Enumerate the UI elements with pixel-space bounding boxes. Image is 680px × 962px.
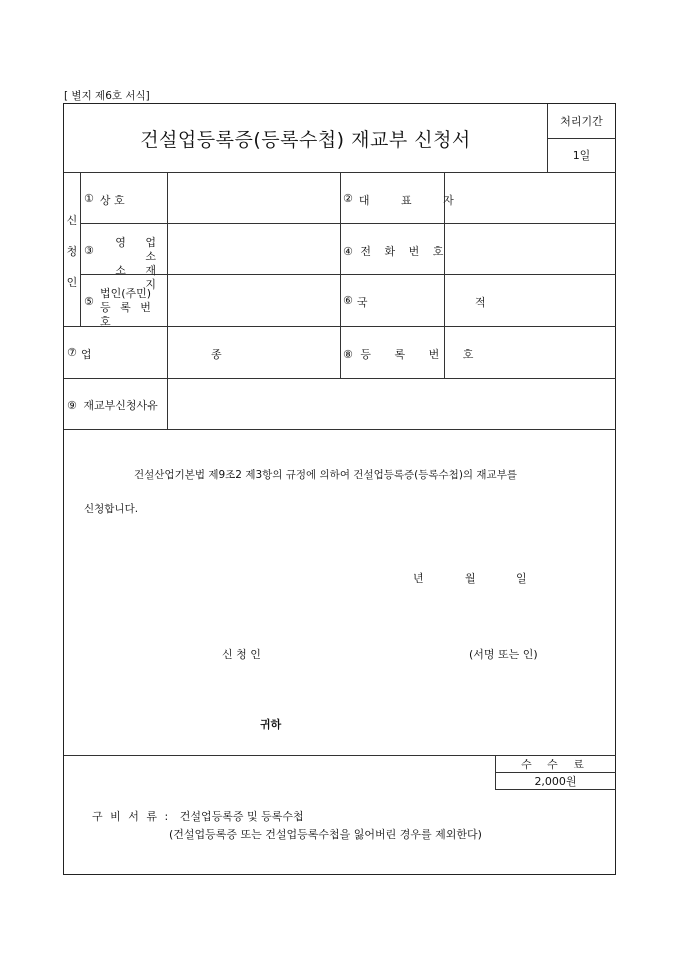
- field-8-label: 등 록 번 호: [360, 348, 484, 361]
- date-year-label: 년: [413, 572, 424, 585]
- nationality-value[interactable]: [445, 275, 616, 326]
- field-3-num: ③: [84, 244, 94, 257]
- field-5-num: ⑤: [84, 295, 94, 308]
- business-type-value[interactable]: [168, 327, 340, 378]
- field-3-label-line1: 영 업 소: [115, 236, 164, 263]
- applicant-group-char-2: 청: [66, 245, 78, 258]
- field-6-num: ⑥: [343, 294, 353, 307]
- registration-number-value[interactable]: [168, 275, 340, 326]
- required-docs-note: (건설업등록증 또는 건설업등록수첩을 잃어버린 경우를 제외한다): [169, 828, 482, 841]
- field-8-num: ⑧: [343, 348, 353, 361]
- processing-period-value: 1일: [572, 149, 591, 162]
- statement-line-2: 신청합니다.: [84, 503, 139, 515]
- addressee-label: 귀하: [260, 718, 282, 731]
- date-day-label: 일: [516, 572, 527, 585]
- field-2-label: 대 표 자: [358, 194, 468, 207]
- field-9-label: 재교부신청사유: [83, 399, 158, 412]
- field-1-num: ①: [84, 192, 94, 205]
- fee-label: 수 수 료: [521, 757, 590, 771]
- field-5-label-line2: 등 록 번 호: [100, 301, 154, 328]
- required-docs-item: 건설업등록증 및 등록수첩: [179, 810, 304, 823]
- applicant-group-char-1: 신: [66, 214, 78, 227]
- form-title: 건설업등록증(등록수첩) 재교부 신청서: [140, 128, 471, 151]
- reason-value[interactable]: [168, 379, 616, 429]
- sign-or-seal-note: (서명 또는 인): [469, 648, 538, 661]
- date-month-label: 월: [465, 572, 476, 585]
- field-9-num: ⑨: [67, 399, 77, 412]
- business-name-value[interactable]: [168, 173, 340, 223]
- registration-no-value[interactable]: [445, 327, 616, 378]
- field-1-label: 상 호: [99, 194, 125, 207]
- field-5-label-line1: 법인(주민): [100, 287, 152, 300]
- field-4-num: ④: [343, 245, 353, 258]
- representative-value[interactable]: [445, 173, 616, 223]
- phone-value[interactable]: [445, 224, 616, 274]
- applicant-group-char-3: 인: [66, 276, 78, 289]
- business-address-value[interactable]: [168, 224, 340, 274]
- field-7-num: ⑦: [67, 346, 77, 359]
- field-2-num: ②: [343, 192, 353, 205]
- field-7-label: 업 종: [80, 348, 280, 361]
- statement-line-1: 건설산업기본법 제9조2 제3항의 규정에 의하여 건설업등록증(등록수첩)의 재교부를: [134, 469, 517, 481]
- application-form: [63, 103, 616, 875]
- form-number-label: [ 별지 제6호 서식]: [64, 90, 150, 102]
- processing-period-label: 처리기간: [560, 115, 603, 128]
- field-6-label: 국 적: [356, 296, 538, 309]
- required-docs-label: 구 비 서 류 :: [92, 810, 171, 823]
- applicant-signature-label: 신 청 인: [222, 648, 261, 661]
- fee-amount: 2,000원: [534, 774, 577, 788]
- field-4-label: 전 화 번 호: [360, 245, 449, 258]
- field-3-label-line2: 소 재 지: [115, 264, 164, 291]
